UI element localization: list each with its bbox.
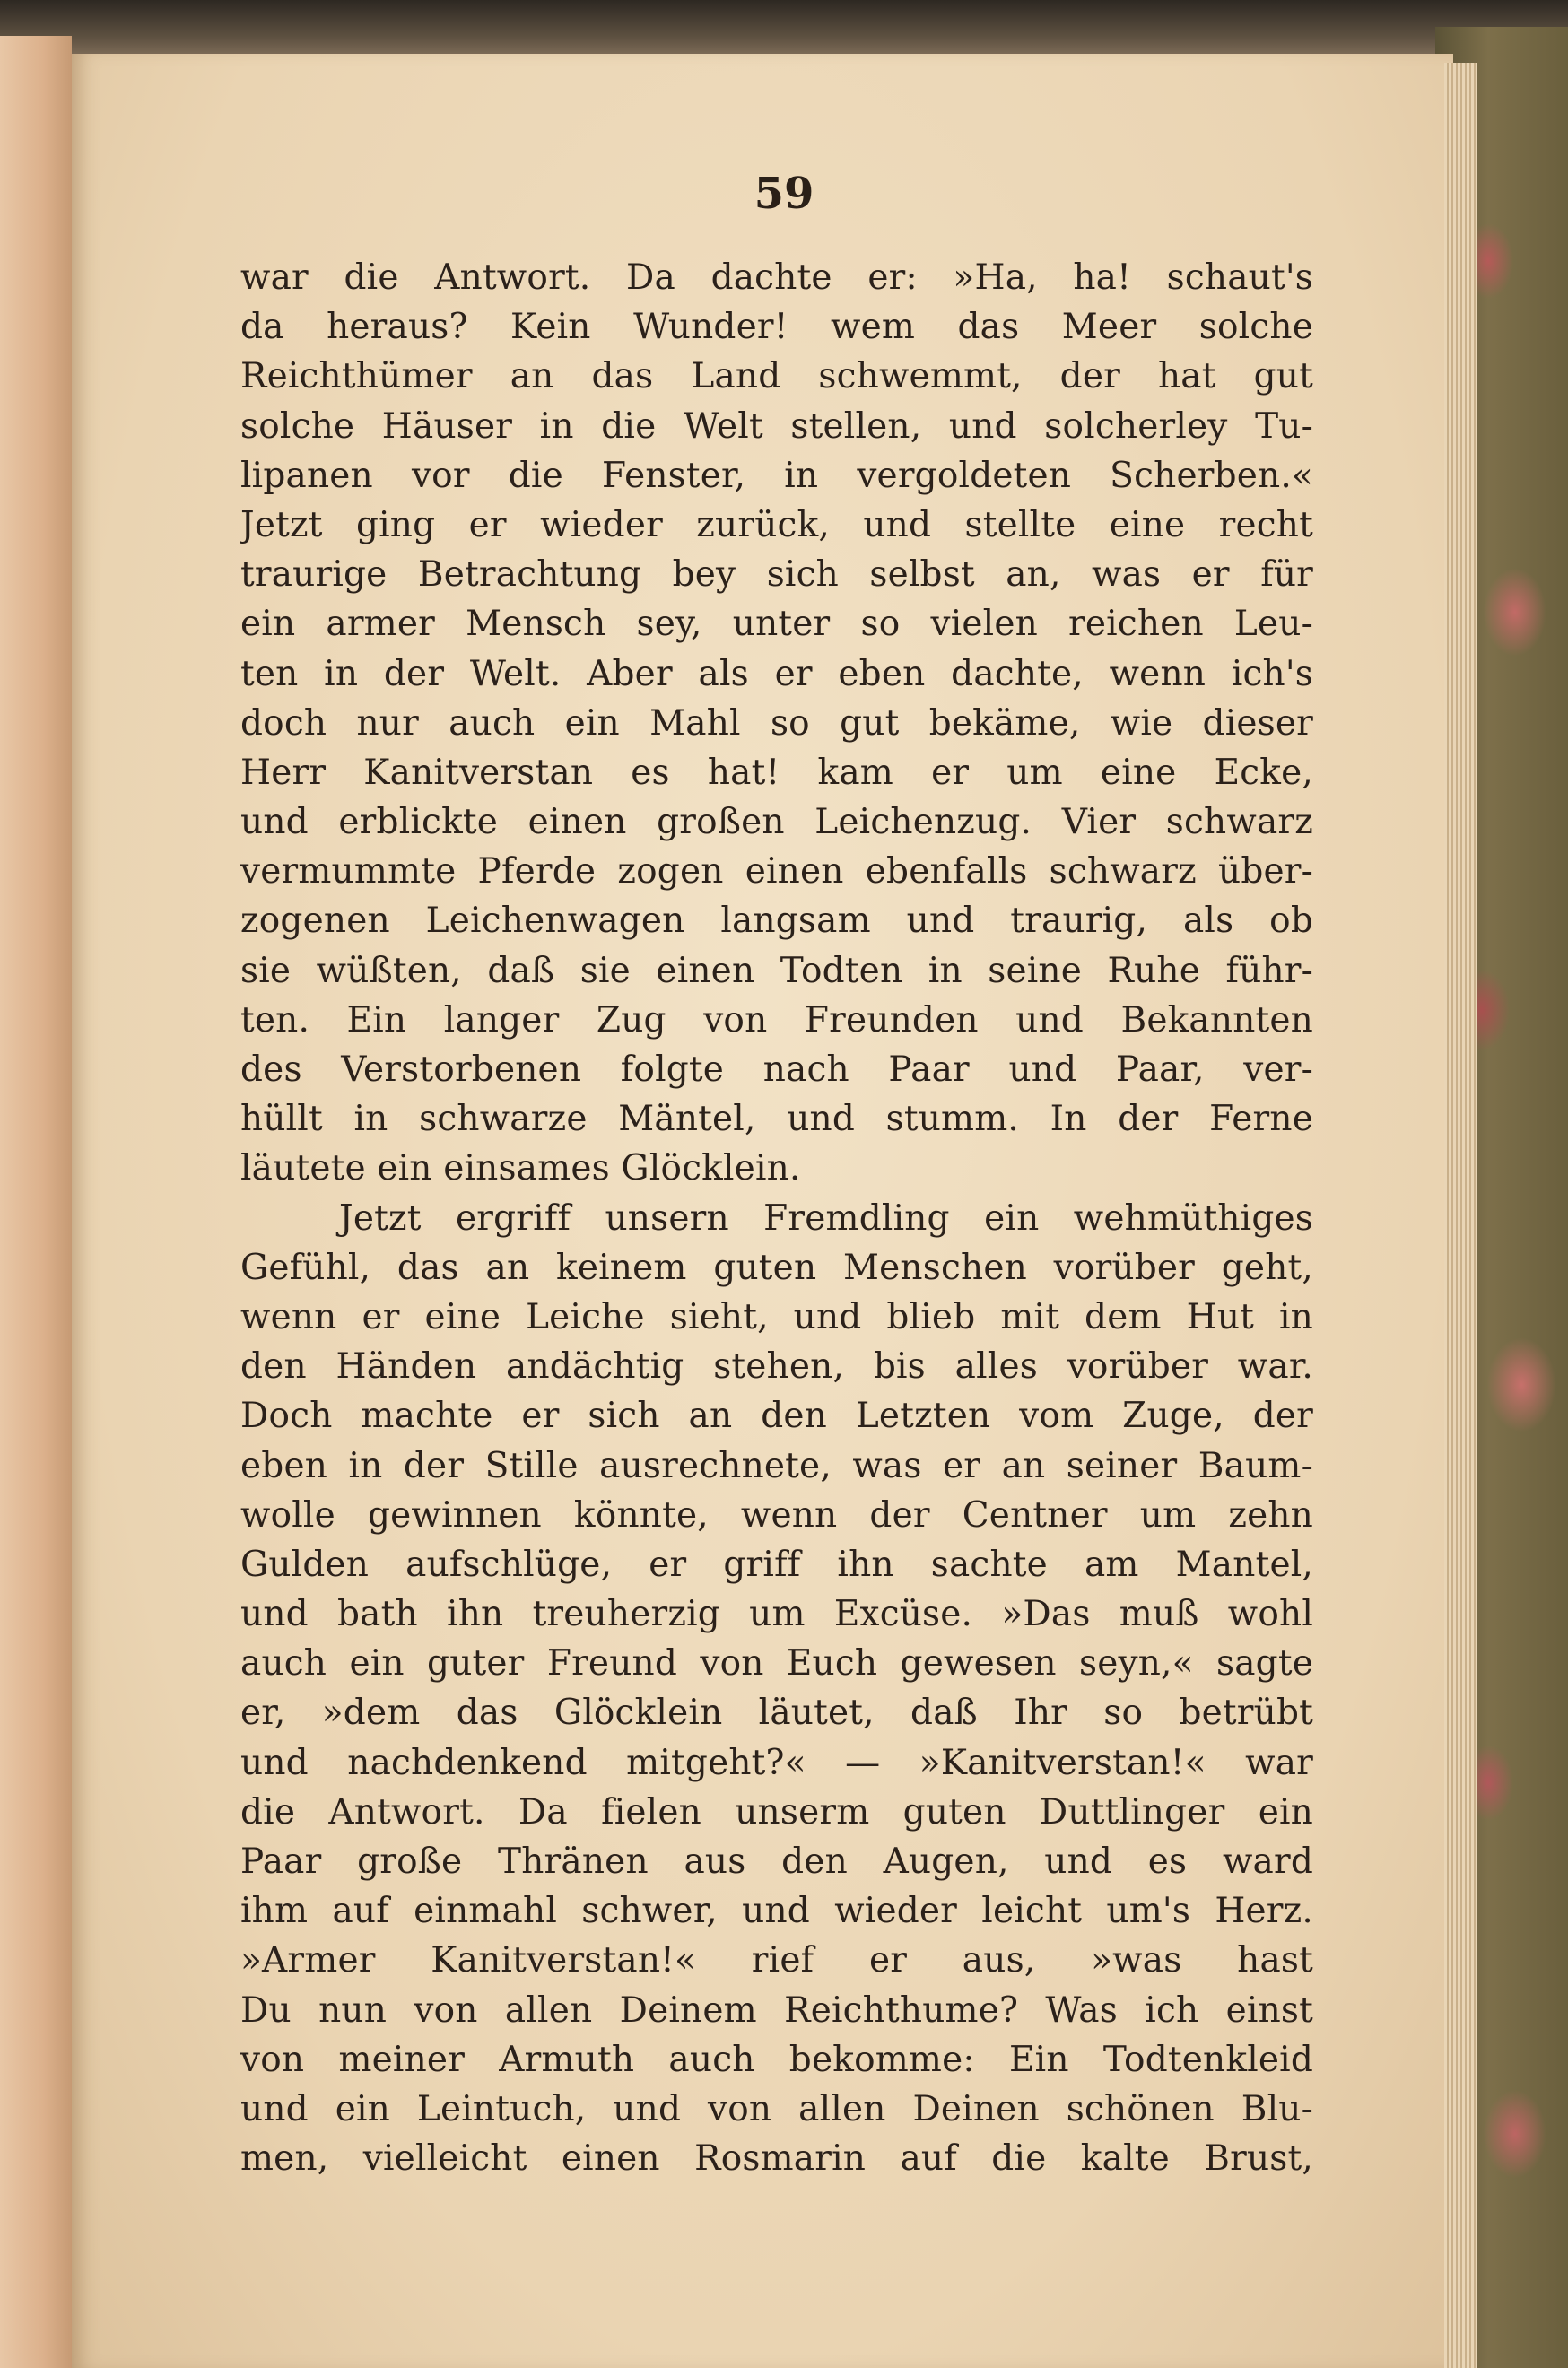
text-line: hüllt in schwarze Mäntel, und stumm. In der Ferne xyxy=(240,1099,1313,1140)
text-line: Paar große Thränen aus den Augen, und es ward xyxy=(240,1841,1313,1882)
text-line: Herr Kanitverstan es hat! kam er um eine Ecke, xyxy=(240,752,1313,793)
text-line: und ein Leintuch, und von allen Deinen schönen Blu- xyxy=(240,2088,1313,2129)
page-number: 59 xyxy=(754,169,814,219)
text-line: »Armer Kanitverstan!« rief er aus, »was hast xyxy=(240,1940,1313,1981)
text-line: Doch machte er sich an den Letzten vom Zuge, der xyxy=(240,1396,1313,1437)
text-line: ihm auf einmahl schwer, und wieder leicht um's Herz. xyxy=(240,1891,1313,1932)
text-line: Jetzt ergriff unsern Fremdling ein wehmüthiges xyxy=(339,1197,1313,1239)
text-line: wolle gewinnen könnte, wenn der Centner um zehn xyxy=(240,1494,1313,1536)
text-line: Reichthümer an das Land schwemmt, der hat gut xyxy=(240,356,1313,397)
text-line: sie wüßten, daß sie einen Todten in seine Ruhe führ- xyxy=(240,950,1313,991)
text-line: Gefühl, das an keinem guten Menschen vorüber geht, xyxy=(240,1247,1313,1288)
text-line: traurige Betrachtung bey sich selbst an, was er für xyxy=(240,554,1313,596)
text-line: von meiner Armuth auch bekomme: Ein Todtenkleid xyxy=(240,2039,1313,2080)
text-line: ein armer Mensch sey, unter so vielen reichen Leu- xyxy=(240,604,1313,645)
text-line: eben in der Stille ausrechnete, was er an seiner Baum- xyxy=(240,1445,1313,1486)
text-line: vermummte Pferde zogen einen ebenfalls schwarz über- xyxy=(240,851,1313,892)
text-line: Du nun von allen Deinem Reichthume? Was ich einst xyxy=(240,1989,1313,2031)
facing-page-edge xyxy=(0,36,72,2368)
body-text xyxy=(240,253,1313,2183)
text-line: war die Antwort. Da dachte er: »Ha, ha! schaut's xyxy=(240,257,1313,298)
text-line: doch nur auch ein Mahl so gut bekäme, wie dieser xyxy=(240,702,1313,744)
text-line: solche Häuser in die Welt stellen, und solcherley Tu- xyxy=(240,405,1313,447)
text-line: des Verstorbenen folgte nach Paar und Paar, ver- xyxy=(240,1049,1313,1090)
text-line: und bath ihn treuherzig um Excüse. »Das muß wohl xyxy=(240,1594,1313,1635)
text-line: und erblickte einen großen Leichenzug. Vier schwarz xyxy=(240,802,1313,843)
text-line: läutete ein einsames Glöcklein. xyxy=(240,1148,801,1189)
text-line: Jetzt ging er wieder zurück, und stellte eine recht xyxy=(240,504,1313,545)
text-line: und nachdenkend mitgeht?« — »Kanitverstan!« war xyxy=(240,1742,1313,1783)
page-stack-edges xyxy=(1444,63,1477,2368)
text-line: lipanen vor die Fenster, in vergoldeten Scherben.« xyxy=(240,455,1313,496)
text-line: men, vielleicht einen Rosmarin auf die kalte Brust, xyxy=(240,2138,1313,2180)
text-line: ten. Ein langer Zug von Freunden und Bekannten xyxy=(240,999,1313,1040)
text-line: da heraus? Kein Wunder! wem das Meer solche xyxy=(240,307,1313,348)
text-line: Gulden aufschlüge, er griff ihn sachte am Mantel, xyxy=(240,1544,1313,1585)
text-line: auch ein guter Freund von Euch gewesen seyn,« sagte xyxy=(240,1643,1313,1685)
text-line: er, »dem das Glöcklein läutet, daß Ihr so betrübt xyxy=(240,1693,1313,1734)
text-line: den Händen andächtig stehen, bis alles vorüber war. xyxy=(240,1346,1313,1388)
text-line: ten in der Welt. Aber als er eben dachte, wenn ich's xyxy=(240,653,1313,694)
text-line: zogenen Leichenwagen langsam und traurig, als ob xyxy=(240,901,1313,942)
text-line: die Antwort. Da fielen unserm guten Duttlinger ein xyxy=(240,1791,1313,1833)
text-line: wenn er eine Leiche sieht, und blieb mit dem Hut in xyxy=(240,1296,1313,1337)
